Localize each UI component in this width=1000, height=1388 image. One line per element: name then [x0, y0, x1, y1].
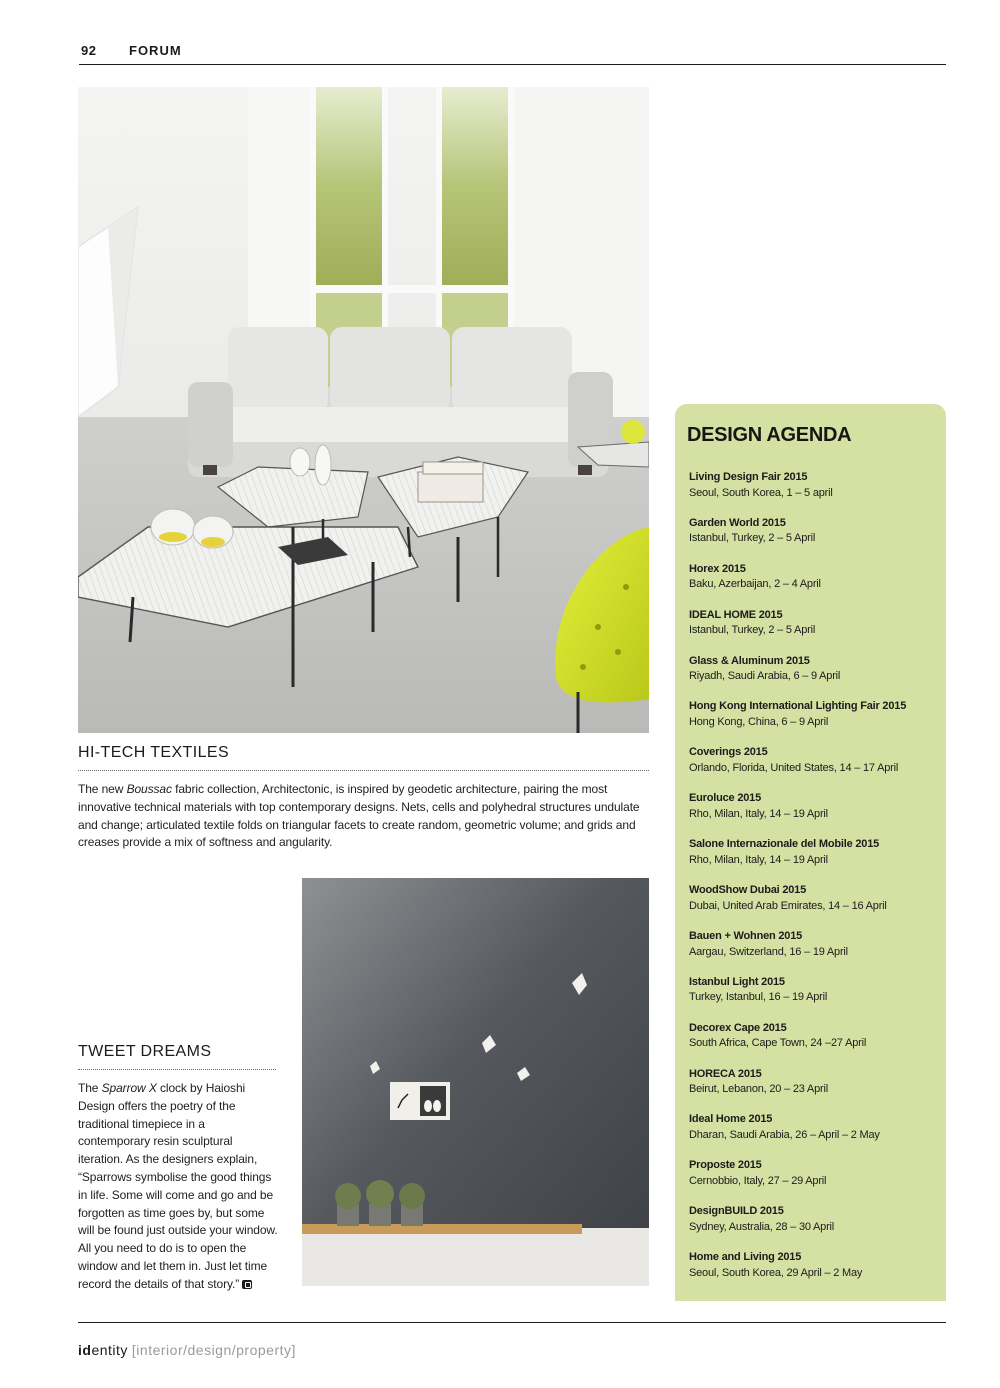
agenda-item: Garden World 2015 Istanbul, Turkey, 2 – 5 April: [689, 516, 816, 545]
agenda-item: Bauen + Wohnen 2015 Aargau, Switzerland, 16 – 19 April: [689, 929, 848, 958]
article-body-tweet-dreams: The Sparrow X clock by Haioshi Design offers the poetry of the traditional timepiece in a contemporary resin sculptural iteration. As the designers explain, “Sparrows symbolise the good things in life. Some will come and go and be forgotten as time goes by, but some will be found just outside your window. All you need to do is to open the window and let them in. Just let time record the details of that story.”: [78, 1081, 278, 1291]
agenda-item: DesignBUILD 2015 Sydney, Australia, 28 – 30 April: [689, 1205, 835, 1233]
agenda-item: Glass & Aluminum 2015 Riyadh, Saudi Arabia, 6 – 9 April: [689, 654, 841, 683]
living-room-photo: [78, 87, 649, 733]
agenda-item: Salone Internazionale del Mobile 2015 Rho, Milan, Italy, 14 – 19 April: [689, 838, 880, 866]
brand-tagline: [interior/design/property]: [131, 1342, 296, 1358]
sparrow-clock-photo: [302, 878, 649, 1286]
agenda-item: IDEAL HOME 2015 Istanbul, Turkey, 2 – 5 April: [689, 608, 816, 637]
agenda-item: Proposte 2015 Cernobbio, Italy, 27 – 29 April: [689, 1159, 827, 1187]
brand-logo: identity: [78, 1342, 128, 1358]
design-agenda-panel: [675, 404, 946, 1301]
article-heading-hi-tech-textiles: HI-TECH TEXTILES: [78, 744, 649, 771]
article-body-hi-tech-textiles: The new Boussac fabric collection, Architectonic, is inspired by geodetic architecture, pairing the most innovative technical materials with top contemporary designs. Nets, cells and polyhedral structures undulate and change; articulated textile folds on triangular facets to create random, geometric volume; and grids and creases provide a mix of softness and angularity.: [78, 782, 640, 850]
article-end-icon: [242, 1280, 252, 1289]
footer-rule: [78, 1322, 946, 1323]
section-title: FORUM: [129, 43, 182, 58]
agenda-item: Home and Living 2015 Seoul, South Korea, 29 April – 2 May: [689, 1251, 863, 1279]
agenda-title: DESIGN AGENDA: [687, 424, 852, 446]
agenda-item: WoodShow Dubai 2015 Dubai, United Arab Emirates, 14 – 16 April: [689, 884, 887, 912]
page-header: [79, 43, 946, 65]
page-number: 92: [81, 43, 97, 58]
agenda-item: HORECA 2015 Beirut, Lebanon, 20 – 23 April: [689, 1067, 828, 1096]
agenda-item: Hong Kong International Lighting Fair 2015 Hong Kong, China, 6 – 9 April: [689, 700, 907, 729]
footer-brand: [78, 1342, 296, 1358]
agenda-item: Coverings 2015 Orlando, Florida, United States, 14 – 17 April: [689, 746, 899, 774]
article-heading-tweet-dreams: TWEET DREAMS: [78, 1043, 276, 1070]
agenda-item: Ideal Home 2015 Dharan, Saudi Arabia, 26 – April – 2 May: [689, 1113, 880, 1142]
agenda-list: [689, 470, 944, 1296]
agenda-item: Euroluce 2015 Rho, Milan, Italy, 14 – 19 April: [689, 792, 828, 820]
agenda-item: Decorex Cape 2015 South Africa, Cape Town, 24 –27 April: [689, 1021, 867, 1050]
agenda-item: Istanbul Light 2015 Turkey, Istanbul, 16 – 19 April: [689, 975, 828, 1004]
agenda-item: Living Design Fair 2015 Seoul, South Korea, 1 – 5 april: [689, 471, 833, 499]
agenda-item: Horex 2015 Baku, Azerbaijan, 2 – 4 April: [689, 562, 821, 591]
